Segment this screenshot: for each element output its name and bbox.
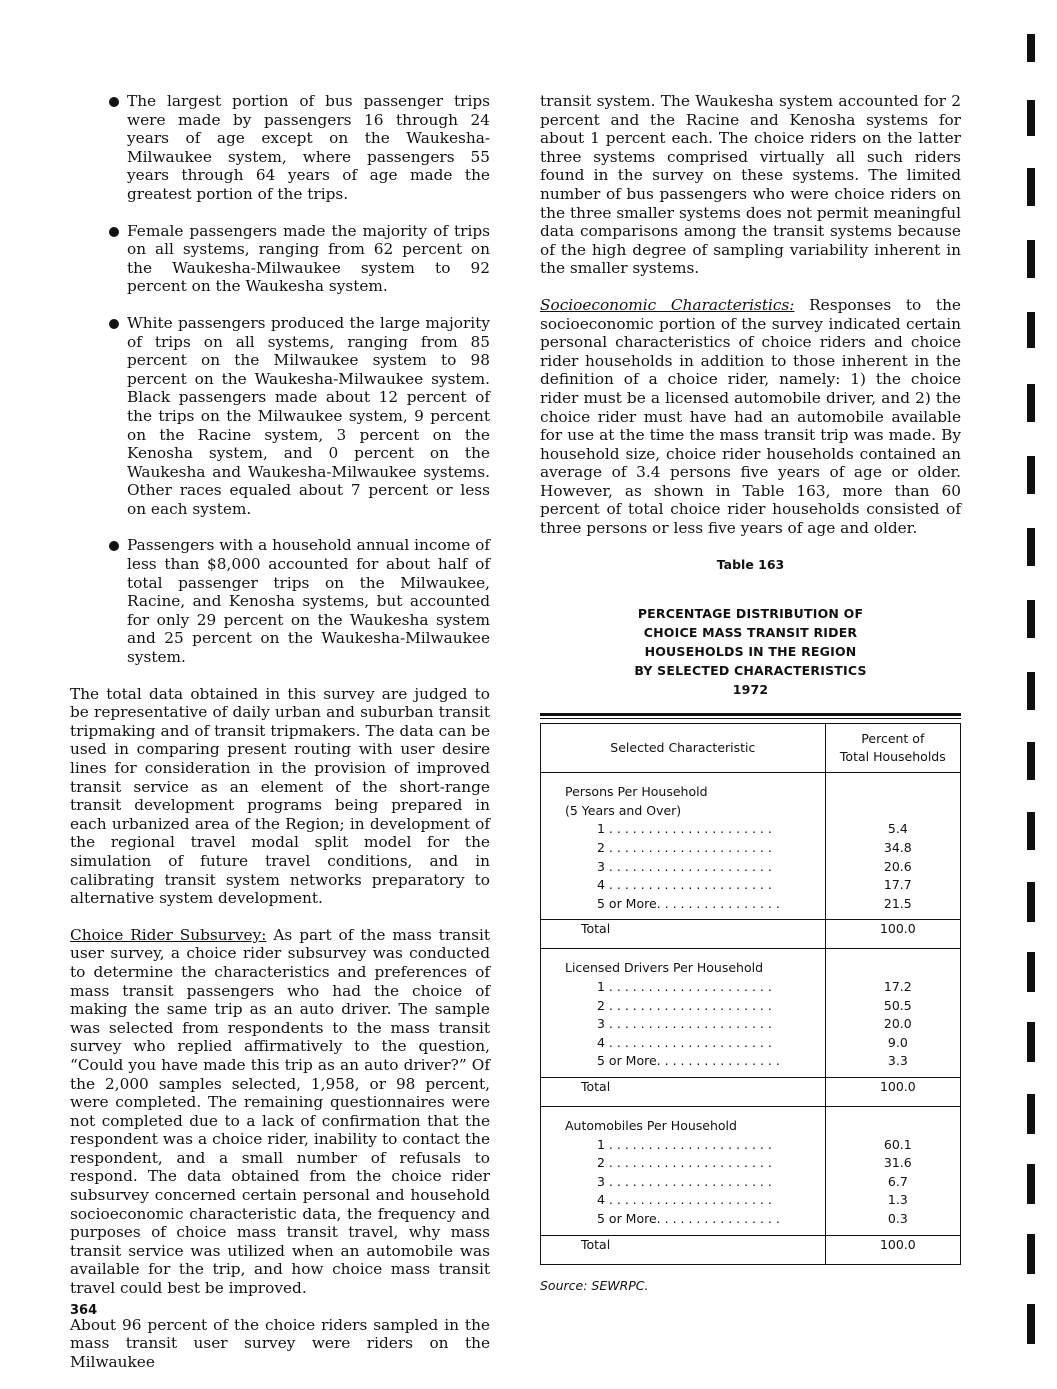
bullet-text: Passengers with a household annual income of less than $8,000 accounted for about half of total passenger trips on the Milwaukee, Racine, and Kenosha systems, but accounted for only 29 percent on the Waukesha system and 25 percent on the Waukesha-Milwaukee system. [127, 536, 490, 667]
left-column [70, 92, 490, 1389]
edge-mark [1027, 1094, 1035, 1134]
table-total-row [541, 920, 961, 949]
row-value: 50.5 [883, 997, 912, 1013]
edge-mark [1027, 1022, 1035, 1062]
right-column [540, 92, 961, 1295]
group-value-cell [825, 773, 960, 920]
spacer [826, 802, 960, 821]
row-label: 1 . . . . . . . . . . . . . . . . . . . . . [597, 821, 772, 837]
bullet-icon [109, 227, 119, 237]
row-value: 60.1 [883, 1136, 912, 1152]
row-value: 31.6 [883, 1155, 912, 1171]
edge-mark [1027, 742, 1035, 780]
edge-mark [1027, 456, 1035, 494]
total-label: Total [541, 1235, 826, 1264]
section-heading-choice-rider: Choice Rider Subsurvey: [70, 925, 267, 944]
total-label: Total [541, 920, 826, 949]
section-heading-socioeconomic: Socioeconomic Characteristics: [540, 295, 795, 314]
total-label: Total [541, 1077, 826, 1106]
total-value: 100.0 [825, 1077, 960, 1106]
group-heading: Persons Per Household [565, 784, 708, 800]
paragraph-body: Responses to the socioeconomic portion of the survey indicated certain personal characteristics of choice riders and choice rider households in addition to those inherent in the definition of a choice rider, namely: 1) the choice rider must be a licensed automobile driver, and 2) the choice rider must have had an automobile available for use at the time the mass transit trip was made. By household size, choice rider households contained an average of 3.4 persons five years of age or older. However, as shown in Table 163, more than 60 percent of total choice rider households consisted of three persons or less five years of age and older. [540, 295, 961, 538]
bullet-text: The largest portion of bus passenger trips were made by passengers 16 through 24 years of age except on the Waukesha-Milwaukee system, where passengers 55 years through 64 years of age made the greatest portion of the trips. [127, 92, 490, 203]
table-number: Table 163 [716, 556, 785, 572]
table-container [540, 713, 961, 1295]
row-value: 20.6 [883, 858, 912, 874]
table-group-automobiles [541, 1106, 961, 1235]
data-table [540, 723, 961, 1264]
edge-mark [1027, 812, 1035, 850]
spacer [826, 959, 960, 978]
row-value: 20.0 [883, 1016, 912, 1032]
edge-mark [1027, 1304, 1035, 1344]
bullet-item [70, 314, 490, 519]
row-spacer [565, 1071, 825, 1077]
group-heading: Licensed Drivers Per Household [565, 960, 764, 976]
paragraph-data-representativeness: The total data obtained in this survey are judged to be representative of daily urban and suburban transit tripmaking and of transit tripmakers. The data can be used in comparing present routing with user desire lines for consideration in the provision of improved transit service as an element of the short-range transit development programs being prepared in each urbanized area of the Region; in development of the regional travel modal split model for the simulation of future travel conditions, and in calibrating transit system networks preparatory to alternative system development. [70, 684, 490, 908]
row-label: 4 . . . . . . . . . . . . . . . . . . . . . [597, 1034, 772, 1050]
group-heading: Automobiles Per Household [565, 1117, 737, 1133]
table-title-line: BY SELECTED CHARACTERISTICS [634, 663, 867, 679]
edge-mark [1027, 168, 1035, 206]
table-group-persons [541, 773, 961, 920]
edge-mark [1027, 672, 1035, 710]
table-total-row [541, 1077, 961, 1106]
row-label: 4 . . . . . . . . . . . . . . . . . . . . . [597, 877, 772, 893]
row-value: 17.7 [883, 877, 912, 893]
row-label: 5 or More. . . . . . . . . . . . . . . . [597, 895, 780, 911]
row-spacer [565, 1229, 825, 1235]
row-value: 21.5 [883, 895, 912, 911]
table-header-row [541, 724, 961, 773]
row-label: 1 . . . . . . . . . . . . . . . . . . . . . [597, 979, 772, 994]
header-percent-of-total [825, 724, 960, 773]
row-label: 5 or More. . . . . . . . . . . . . . . . [597, 1053, 780, 1069]
edge-mark [1027, 952, 1035, 992]
header-selected-characteristic: Selected Characteristic [541, 724, 826, 773]
table-total-row [541, 1235, 961, 1264]
row-label: 1 . . . . . . . . . . . . . . . . . . . . . [597, 1136, 772, 1152]
group-value-cell [825, 949, 960, 1078]
edge-mark [1027, 1164, 1035, 1204]
edge-mark [1027, 312, 1035, 348]
bullet-text: Female passengers made the majority of trips on all systems, ranging from 62 percent on the Waukesha-Milwaukee system to 92 percent on the Waukesha system. [127, 221, 490, 296]
group-label-cell [541, 773, 826, 920]
edge-mark [1027, 600, 1035, 638]
row-value: 1.3 [887, 1192, 908, 1208]
total-value: 100.0 [825, 1235, 960, 1264]
edge-mark [1027, 1234, 1035, 1274]
edge-mark [1027, 384, 1035, 422]
row-label: 3 . . . . . . . . . . . . . . . . . . . . . [597, 1173, 772, 1189]
row-label: 2 . . . . . . . . . . . . . . . . . . . . . [597, 840, 772, 856]
edge-mark [1027, 240, 1035, 278]
paragraph-socioeconomic [540, 296, 961, 538]
table-title-line: HOUSEHOLDS IN THE REGION [644, 644, 857, 660]
paragraph-milwaukee-riders: About 96 percent of the choice riders sampled in the mass transit user survey were riders on the Milwaukee [70, 1315, 490, 1371]
table-caption [540, 556, 961, 700]
row-value: 34.8 [883, 840, 912, 856]
group-label-cell [541, 1106, 826, 1235]
row-value: 0.3 [887, 1210, 908, 1226]
header-line: Total Households [839, 749, 946, 765]
row-value: 3.3 [887, 1053, 908, 1069]
total-value: 100.0 [825, 920, 960, 949]
row-label: 2 . . . . . . . . . . . . . . . . . . . . . [597, 997, 772, 1013]
group-subheading: (5 Years and Over) [565, 802, 682, 818]
row-label: 3 . . . . . . . . . . . . . . . . . . . . . [597, 1016, 772, 1032]
spacer [826, 783, 960, 802]
bullet-text: White passengers produced the large majority of trips on all systems, ranging from 85 percent on the Milwaukee system to 98 percent on the Waukesha-Milwaukee system. Black passengers made about 12 percent of the trips on the Milwaukee system, 9 percent on the Racine system, 3 percent on the Kenosha system, and 0 percent on the Waukesha and Waukesha-Milwaukee systems. Other races equaled about 7 percent or less on each system. [127, 313, 490, 518]
table-title [540, 604, 961, 699]
bullet-icon [109, 319, 119, 329]
row-label: 5 or More. . . . . . . . . . . . . . . . [597, 1210, 780, 1226]
table-title-line: CHOICE MASS TRANSIT RIDER [643, 625, 858, 641]
edge-mark [1027, 100, 1035, 136]
spacer [826, 1117, 960, 1136]
table-title-line: 1972 [732, 682, 769, 698]
row-label: 3 . . . . . . . . . . . . . . . . . . . . . [597, 858, 772, 874]
edge-mark [1027, 34, 1035, 62]
header-line: Percent of [861, 730, 925, 746]
group-value-cell [825, 1106, 960, 1235]
paragraph-choice-rider-subsurvey [70, 926, 490, 1298]
row-spacer [565, 913, 825, 919]
row-label: 4 . . . . . . . . . . . . . . . . . . . . . [597, 1192, 772, 1208]
row-label: 2 . . . . . . . . . . . . . . . . . . . . . [597, 1155, 772, 1171]
row-value: 17.2 [883, 979, 912, 994]
page-number: 364 [70, 1303, 98, 1318]
group-label-cell [541, 949, 826, 1078]
bullet-icon [109, 541, 119, 551]
row-value: 5.4 [887, 821, 908, 837]
bullet-item [70, 222, 490, 296]
row-value: 9.0 [887, 1034, 908, 1050]
table-source: Source: SEWRPC. [540, 1277, 649, 1293]
bullet-item [70, 536, 490, 666]
paragraph-transit-systems: transit system. The Waukesha system accounted for 2 percent and the Racine and Kenosha systems for about 1 percent each. The choice riders on the latter three systems comprised virtually all such riders found in the survey on these systems. The limited number of bus passengers who were choice riders on the three smaller systems does not permit meaningful data comparisons among the transit systems because of the high degree of sampling variability inherent in the smaller systems. [540, 92, 961, 278]
table-top-rule [540, 713, 961, 719]
bullet-icon [109, 97, 119, 107]
paragraph-body: As part of the mass transit user survey, a choice rider subsurvey was conducted to determine the characteristics and preferences of mass transit passengers who had the choice of making the same trip as an auto driver. The sample was selected from respondents to the mass transit survey who replied affirmatively to the question, “Could you have made this trip as an auto driver?” Of the 2,000 samples selected, 1,958, or 98 percent, were completed. The remaining questionnaires were not completed due to a lack of confirmation that the respondent was a choice rider, inability to contact the respondent, and a small number of refusals to respond. The data obtained from the choice rider subsurvey concerned certain personal and household socioeconomic characteristic data, the frequency and purposes of choice mass transit travel, why mass transit service was utilized when an automobile was available for the trip, and how choice mass transit travel could best be improved. [70, 925, 491, 1298]
table-title-line: PERCENTAGE DISTRIBUTION OF [637, 606, 864, 622]
bullet-item [70, 92, 490, 204]
edge-mark [1027, 528, 1035, 566]
row-value: 6.7 [887, 1173, 908, 1189]
edge-mark [1027, 882, 1035, 922]
table-group-licensed-drivers [541, 949, 961, 1078]
